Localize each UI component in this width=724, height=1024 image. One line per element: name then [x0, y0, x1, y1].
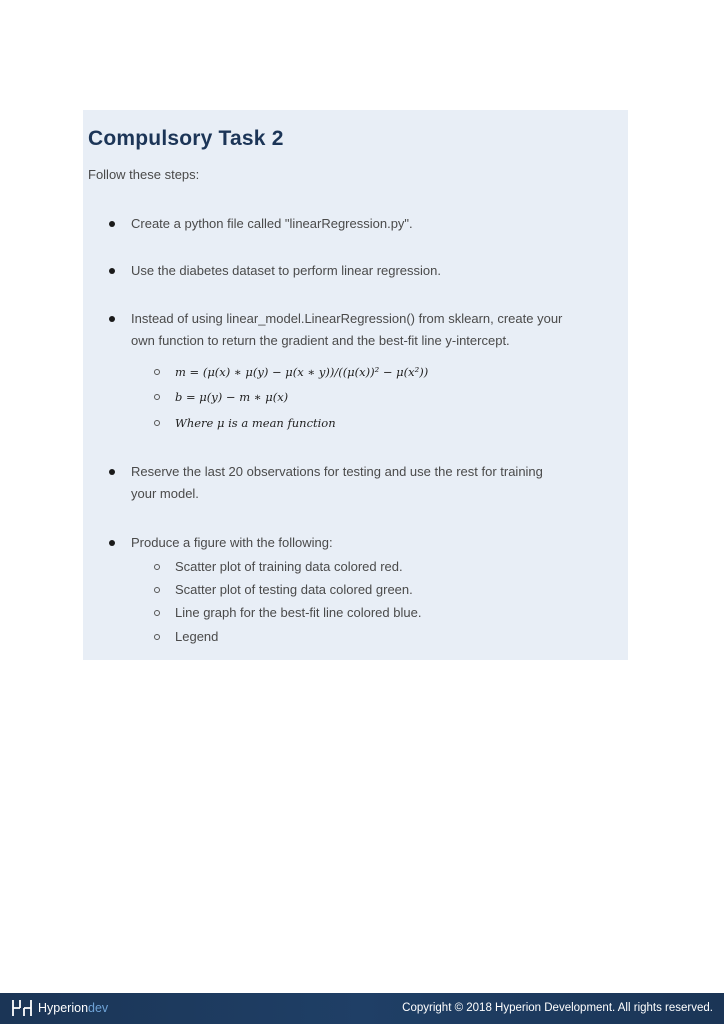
bullet-text: Use the diabetes dataset to perform linear regression. — [131, 263, 442, 278]
task-box — [83, 110, 628, 660]
bullet-dot — [109, 540, 115, 546]
sub-bullet-circle — [154, 634, 160, 640]
brand-name-part2: dev — [88, 1001, 109, 1015]
figure-item-text: Scatter plot of testing data colored green. — [175, 582, 413, 597]
bullet-dot — [109, 221, 115, 227]
bullet-dot — [109, 469, 115, 475]
bullet-text: Produce a figure with the following: — [131, 535, 333, 550]
figure-item-text: Legend — [175, 629, 219, 644]
intercept-formula: b = μ(y) − m ∗ μ(x) — [175, 390, 289, 404]
copyright-text: Copyright © 2018 Hyperion Development. All rights reserved. — [402, 1002, 713, 1014]
bullet-text: Create a python file called "linearRegression.py". — [131, 216, 413, 231]
figure-item-text: Line graph for the best-fit line colored blue. — [175, 605, 422, 620]
gradient-formula: m = (μ(x) ∗ μ(y) − μ(x ∗ y))/((μ(x))² − μ(x²)) — [175, 365, 429, 379]
bullet-text: Instead of using linear_model.LinearRegression() from sklearn, create your — [131, 311, 563, 326]
bullet-dot — [109, 316, 115, 322]
brand-name-part1: Hyperion — [38, 1001, 89, 1015]
sub-bullet-circle — [154, 394, 160, 400]
task-title: Compulsory Task 2 — [88, 127, 284, 150]
task-intro: Follow these steps: — [88, 167, 200, 182]
sub-bullet-circle — [154, 610, 160, 616]
sub-bullet-circle — [154, 369, 160, 375]
brand-name — [38, 1001, 108, 1015]
bullet-text-line2: your model. — [131, 486, 199, 501]
sub-bullet-circle — [154, 564, 160, 570]
bullet-text: Reserve the last 20 observations for testing and use the rest for training — [131, 464, 543, 479]
sub-bullet-circle — [154, 420, 160, 426]
sub-bullet-circle — [154, 587, 160, 593]
hyperiondev-logo-icon — [12, 998, 32, 1018]
mean-function-note: Where μ is a mean function — [175, 416, 336, 430]
bullet-text-line2: own function to return the gradient and the best-fit line y-intercept. — [131, 333, 510, 348]
bullet-dot — [109, 268, 115, 274]
page-footer — [0, 993, 724, 1024]
figure-item-text: Scatter plot of training data colored red. — [175, 559, 403, 574]
